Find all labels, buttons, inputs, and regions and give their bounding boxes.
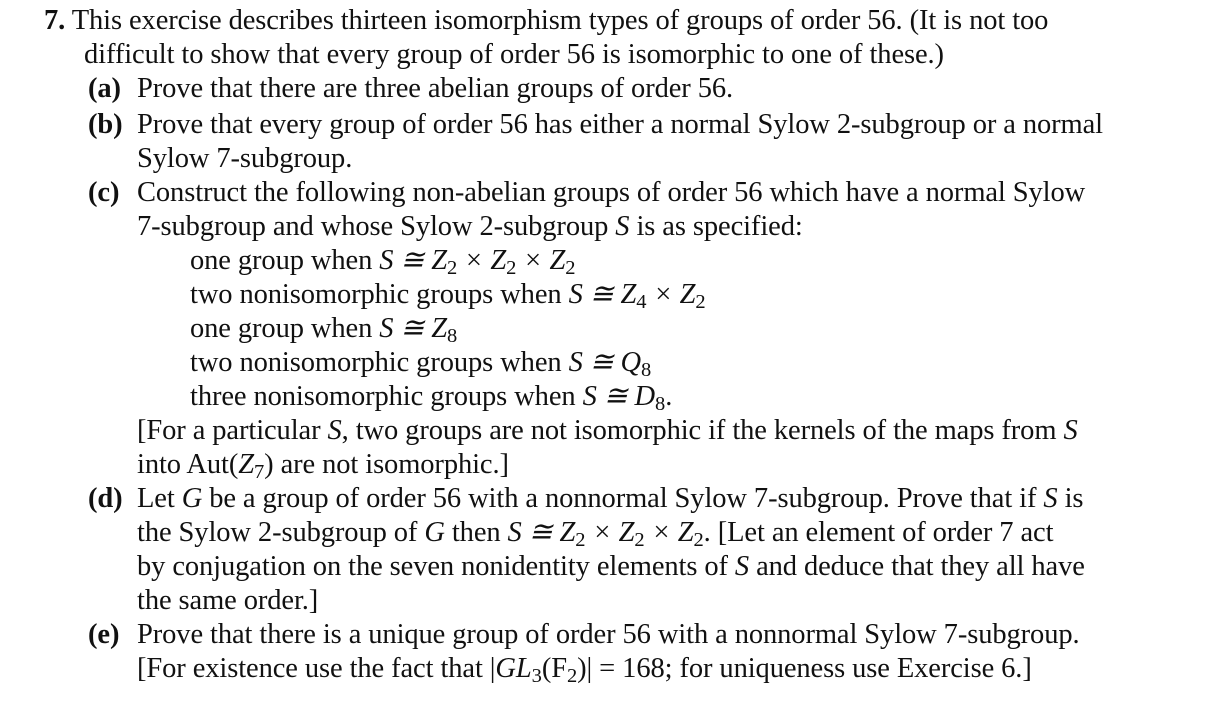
case-5	[190, 380, 672, 414]
note-1-var-2: S	[1063, 415, 1078, 446]
part-a-text: Prove that there are three abelian groups of order 56.	[137, 73, 734, 104]
d1-pre: Let	[137, 483, 182, 514]
part-b-line-2	[137, 142, 352, 176]
note-1-var: S	[327, 415, 342, 446]
e2-var: GL	[495, 653, 532, 684]
d2-rel: S ≅ Z	[507, 517, 576, 548]
part-b-text-1: Prove that every group of order 56 has either a normal Sylow 2-subgroup or a normal	[137, 109, 1103, 140]
case-2-text: two nonisomorphic groups when	[190, 279, 569, 310]
case-1	[190, 244, 575, 278]
part-d-line-2: the Sylow 2-subgroup of G then S ≅ $Z_2 \times Z_2 \times Z_2$. [Let an element of order 7 act	[137, 517, 1054, 552]
d2-sub-3: 2	[693, 529, 704, 552]
part-c-line-2	[137, 210, 803, 244]
case-2-rel: S ≅ Z	[568, 279, 637, 310]
case-1-tail: × Z	[457, 245, 507, 276]
part-d-line-4	[137, 584, 318, 618]
note-2-sub: 7	[254, 461, 265, 484]
part-d-line-1	[88, 482, 1083, 516]
case-2-sub-2: 2	[695, 291, 706, 314]
part-b-line-1	[88, 108, 1103, 142]
part-e-line-1	[88, 618, 1080, 652]
d3-post: and deduce that they all have	[749, 551, 1085, 582]
case-1-sub-1: 2	[446, 257, 458, 280]
exercise-intro-line-2	[84, 38, 944, 72]
e2-sub: 3	[531, 665, 542, 688]
case-2-sub-1: 4	[636, 291, 647, 314]
note-2-var: Z	[238, 449, 254, 480]
case-5-rel: S ≅ D	[582, 381, 656, 412]
d2-post: . [Let an element of order 7 act	[703, 517, 1054, 548]
d4-text: the same order.]	[137, 585, 319, 616]
case-3-sub-1: 8	[446, 325, 458, 348]
case-1-text: one group when	[190, 245, 380, 276]
part-d-label: (d)	[88, 483, 123, 514]
part-c-text-1: Construct the following non-abelian groups of order 56 which have a normal Sylow	[137, 177, 1086, 208]
case-1-sub-2: 2	[506, 257, 517, 280]
part-c-note-line-2	[137, 448, 509, 482]
case-5-sub-1: 8	[655, 393, 666, 416]
note-2-post: ) are not isomorphic.]	[264, 449, 509, 480]
part-b-text-2: Sylow 7-subgroup.	[137, 143, 353, 174]
case-4-text: two nonisomorphic groups when	[190, 347, 569, 378]
e2-field: (F	[541, 653, 567, 684]
part-b-label: (b)	[88, 109, 123, 140]
case-4	[190, 346, 651, 380]
d3-var: S	[734, 551, 750, 582]
d2-sub-2: 2	[634, 529, 645, 552]
d1-var: G	[181, 483, 203, 514]
case-2	[190, 278, 706, 312]
part-d-line-3	[137, 550, 1085, 584]
part-e-line-2	[137, 652, 1032, 686]
intro-text-2: difficult to show that every group of order 56 is isomorphic to one of these.)	[84, 39, 944, 70]
e2-field-sub: 2	[566, 665, 578, 688]
case-1-tail-2: × Z	[516, 245, 566, 276]
case-3-text: one group when	[190, 313, 380, 344]
case-5-end: .	[665, 381, 673, 412]
d1-post: is	[1057, 483, 1084, 514]
part-a-line-1	[88, 72, 733, 106]
case-1-sub-3: 2	[565, 257, 576, 280]
case-4-sub-1: 8	[641, 359, 652, 382]
d1-var-2: S	[1043, 483, 1058, 514]
note-2-pre: into Aut(	[137, 449, 239, 480]
d2-pre: the Sylow 2-subgroup of	[137, 517, 425, 548]
d3-pre: by conjugation on the seven nonidentity elements of	[137, 551, 735, 582]
part-a-label: (a)	[88, 73, 121, 104]
case-1-rel: S ≅ Z	[379, 245, 447, 276]
e2-pre: [For existence use the fact that |	[137, 653, 496, 684]
exercise-number: 7.	[44, 5, 66, 36]
var-s: S	[615, 211, 630, 242]
case-3	[190, 312, 457, 346]
case-5-text: three nonisomorphic groups when	[190, 381, 583, 412]
part-e-label: (e)	[88, 619, 120, 650]
intro-text-1: This exercise describes thirteen isomorphism types of groups of order 56. (It is not too	[71, 5, 1049, 36]
part-c-label: (c)	[88, 177, 120, 208]
part-c-note-line-1	[137, 414, 1078, 448]
case-2-tail: × Z	[646, 279, 696, 310]
part-c-line-1	[88, 176, 1085, 210]
d2-var: G	[424, 517, 445, 548]
part-c-text-2-pre: 7-subgroup and whose Sylow 2-subgroup	[137, 211, 616, 242]
d2-mid: then	[444, 517, 508, 548]
note-1-mid: , two groups are not isomorphic if the kernels of the maps from	[341, 415, 1064, 446]
d1-mid: be a group of order 56 with a nonnormal Sylow 7-subgroup. Prove that if	[202, 483, 1044, 514]
note-1-pre: [For a particular	[137, 415, 328, 446]
case-4-rel: S ≅ Q	[568, 347, 642, 378]
d2-sub-1: 2	[575, 529, 586, 552]
case-3-rel: S ≅ Z	[379, 313, 447, 344]
part-c-text-2-post: is as specified:	[629, 211, 803, 242]
exercise-intro-line-1	[44, 4, 1048, 38]
part-e-text-1: Prove that there is a unique group of order 56 with a nonnormal Sylow 7-subgroup.	[137, 619, 1080, 650]
e2-post: )| = 168; for uniqueness use Exercise 6.]	[577, 653, 1032, 684]
